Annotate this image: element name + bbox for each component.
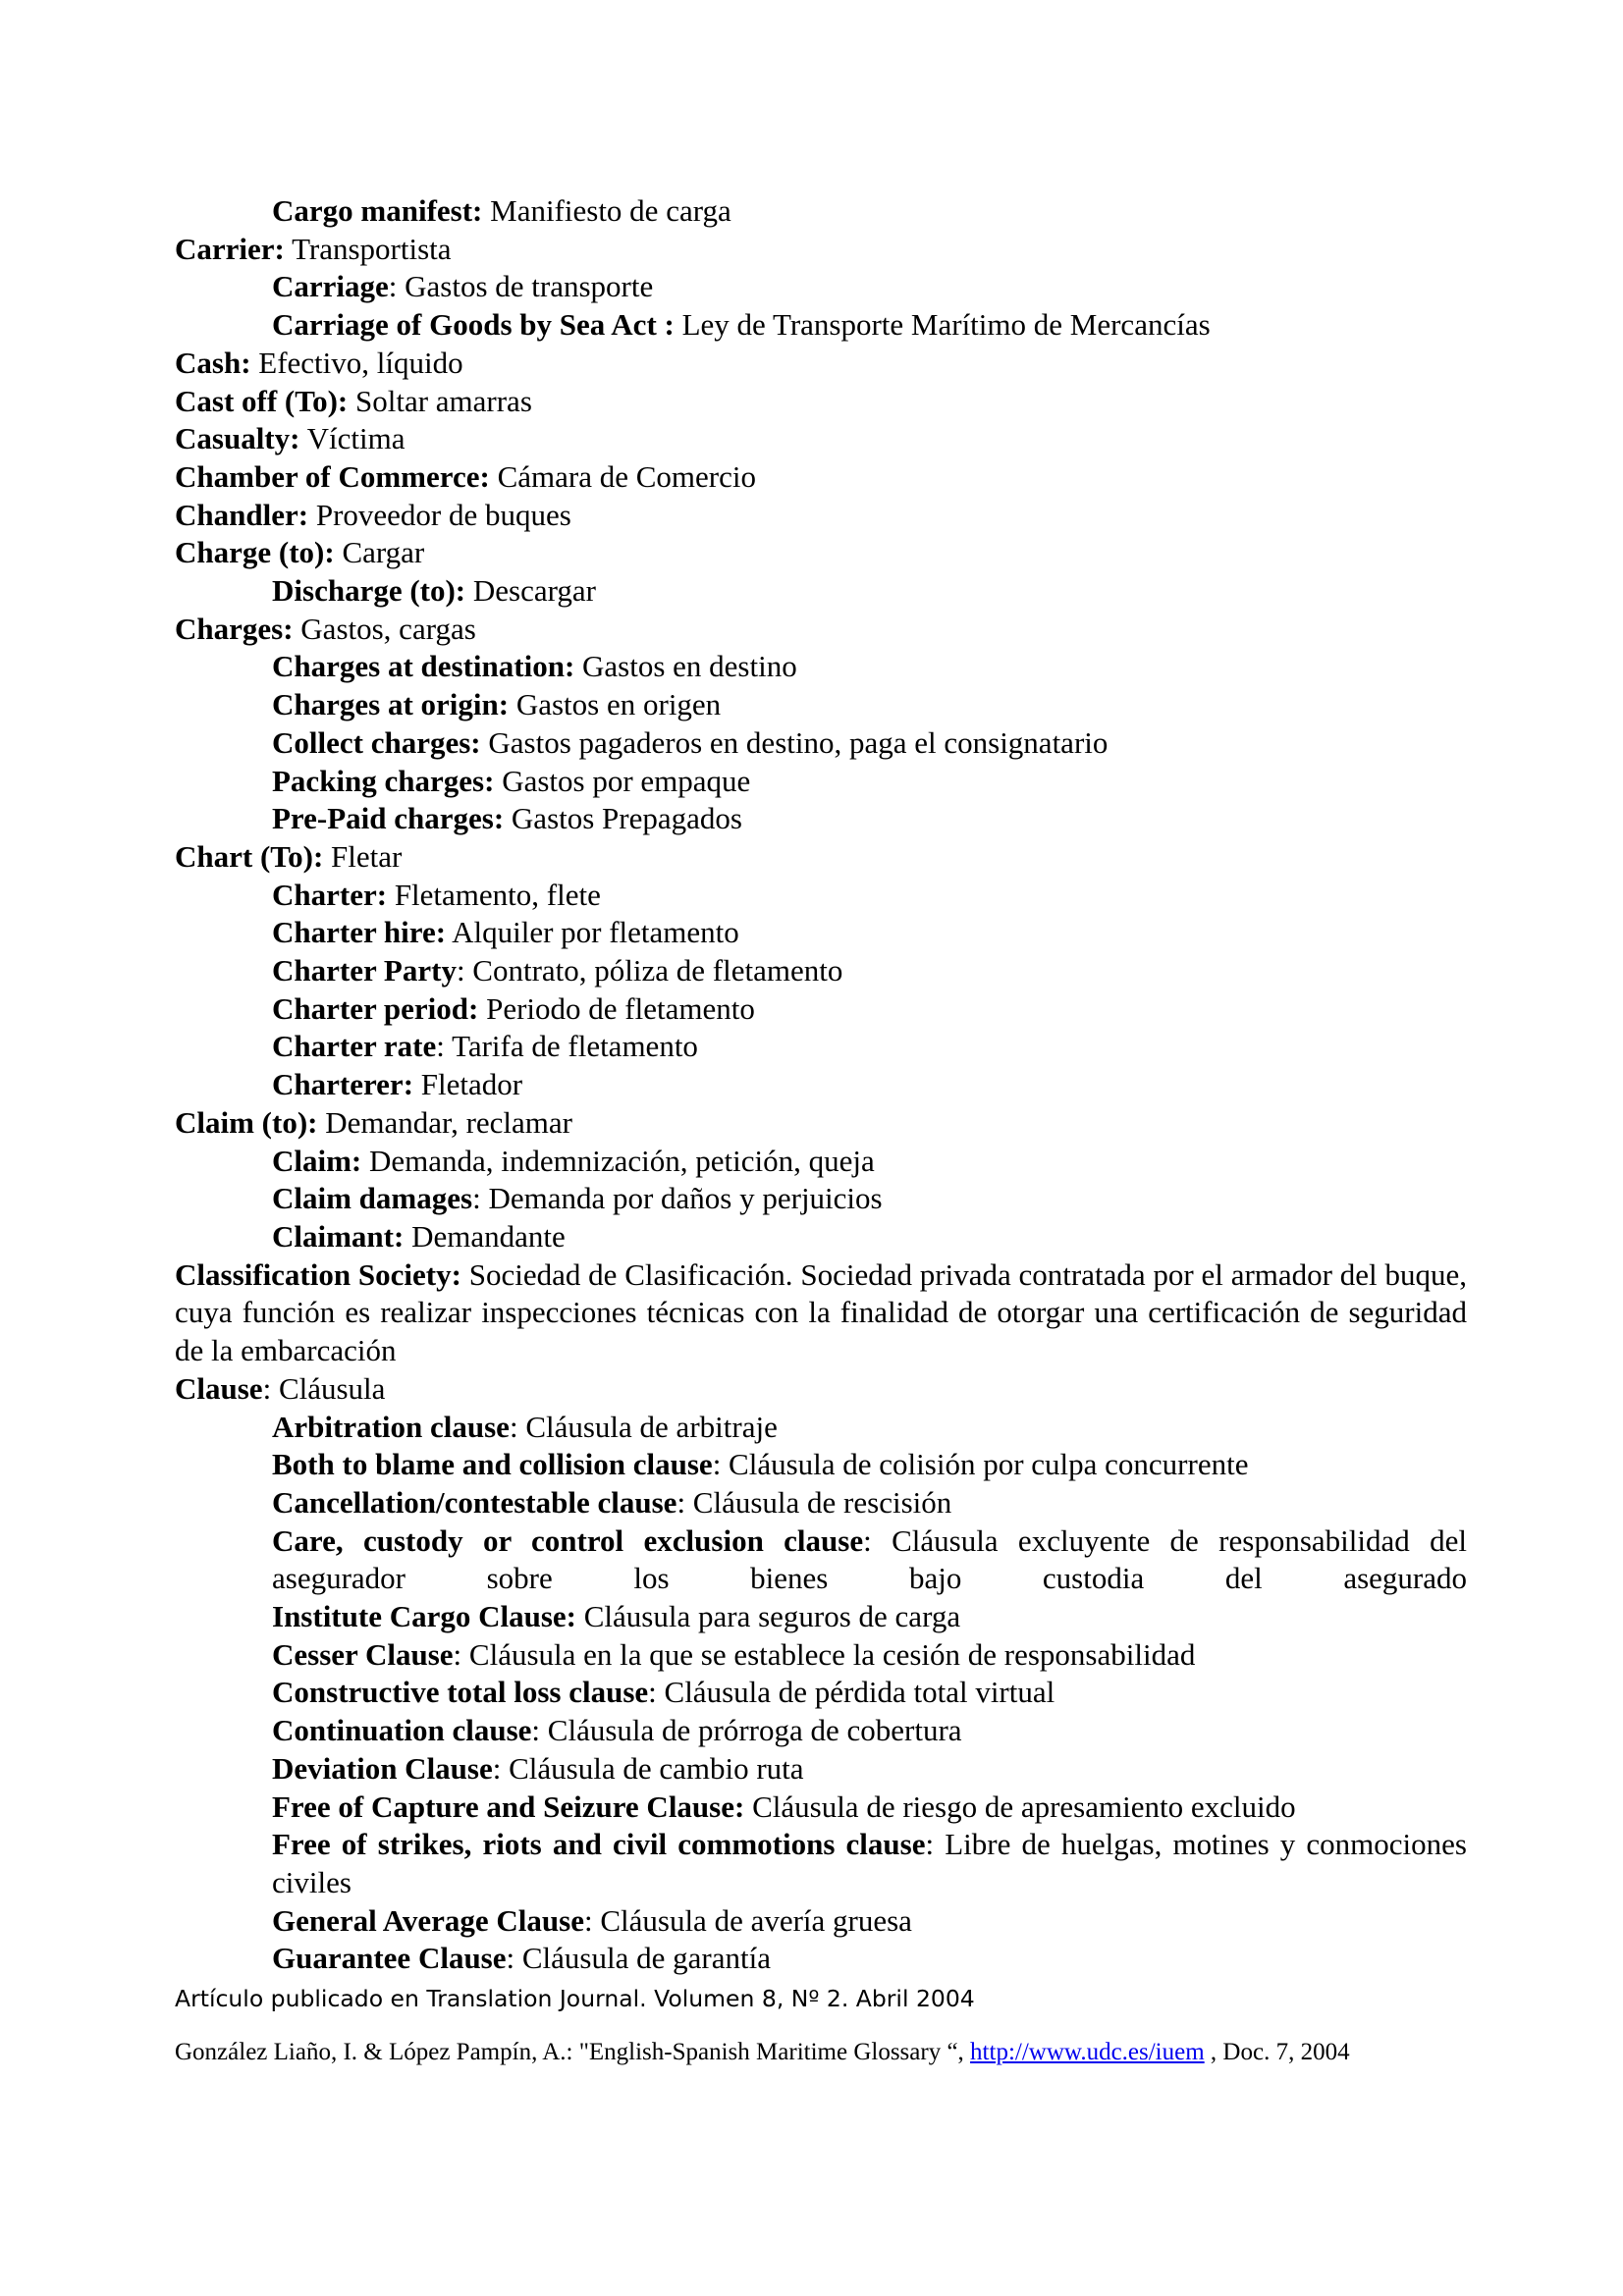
entry-definition: Periodo de fletamento [478, 990, 755, 1026]
glossary-subentry [175, 306, 1467, 345]
entry-term: Free of strikes, riots and civil commotions clause [272, 1827, 926, 1862]
entry-term: Clause [175, 1370, 263, 1406]
glossary-subentry [175, 1636, 1467, 1675]
entry-term: Care, custody or control exclusion clause [272, 1522, 864, 1558]
glossary-entry [175, 497, 1467, 535]
glossary-subentry [175, 1902, 1467, 1941]
entry-term: Charter period: [272, 990, 479, 1026]
citation-text: González Liaño, I. & López Pampín, A.: "English-Spanish Maritime Glossary “, [175, 2039, 971, 2065]
glossary-subentry [175, 1446, 1467, 1484]
entry-definition: Alquiler por fletamento [446, 915, 739, 950]
glossary-subentry [175, 1143, 1467, 1181]
entry-definition: : Tarifa de fletamento [436, 1029, 698, 1064]
glossary-entry [175, 1256, 1467, 1370]
glossary-subentry [175, 1712, 1467, 1750]
entry-definition: : Cláusula de rescisión [676, 1484, 952, 1520]
entry-definition: Gastos en destino [574, 649, 797, 684]
entry-term: Charter Party [272, 953, 457, 988]
entry-definition: Demandante [404, 1218, 566, 1254]
entry-definition: Efectivo, líquido [250, 345, 463, 380]
glossary-subentry [175, 192, 1467, 231]
entry-term: Claim (to): [175, 1104, 318, 1140]
glossary-subentry [175, 724, 1467, 763]
glossary-entry [175, 534, 1467, 572]
entry-definition: : Cláusula de prórroga de cobertura [531, 1713, 962, 1748]
glossary-entry [175, 231, 1467, 269]
glossary-entry [175, 1370, 1467, 1409]
entry-term: Charges at origin: [272, 687, 510, 722]
glossary-subentry [175, 1940, 1467, 1978]
entry-term: Charter hire: [272, 915, 447, 950]
entry-term: Guarantee Clause [272, 1941, 507, 1976]
entry-term: Constructive total loss clause [272, 1675, 649, 1710]
glossary-subentry [175, 1180, 1467, 1218]
entry-definition: Gastos por empaque [494, 763, 751, 798]
entry-term: Casualty: [175, 421, 300, 456]
entry-definition: Gastos en origen [509, 687, 722, 722]
citation [175, 2038, 1467, 2067]
entry-definition: : Cláusula de garantía [506, 1941, 771, 1976]
entry-definition: Cargar [334, 535, 425, 570]
entry-term: Carriage of Goods by Sea Act : [272, 307, 675, 343]
entry-term: Charter rate [272, 1029, 437, 1064]
entry-term: Cancellation/contestable clause [272, 1484, 677, 1520]
citation-suffix: , Doc. 7, 2004 [1204, 2039, 1350, 2065]
entry-term: General Average Clause [272, 1902, 584, 1938]
entry-definition: Fletador [413, 1067, 523, 1102]
glossary-subentry [175, 1598, 1467, 1636]
glossary-subentry [175, 648, 1467, 686]
glossary-subentry [175, 800, 1467, 838]
entry-term: Claim: [272, 1143, 362, 1178]
entry-term: Charges: [175, 611, 294, 646]
entry-definition: Soltar amarras [348, 383, 532, 418]
entry-definition: Transportista [284, 231, 452, 266]
glossary-list [175, 192, 1467, 1978]
entry-term: Cargo manifest: [272, 193, 483, 228]
glossary-entry [175, 458, 1467, 497]
entry-definition: : Libre de huelgas, motines y conmociones civiles [272, 1827, 1467, 1899]
glossary-subentry [175, 1750, 1467, 1789]
glossary-subentry [175, 763, 1467, 801]
entry-definition: : Cláusula de pérdida total virtual [648, 1675, 1055, 1710]
entry-term: Both to blame and collision clause [272, 1447, 713, 1482]
entry-term: Chart (To): [175, 838, 324, 874]
glossary-subentry [175, 1789, 1467, 1827]
glossary-entry [175, 383, 1467, 421]
entry-term: Cesser Clause [272, 1636, 454, 1672]
entry-definition: : Cláusula excluyente de responsabilidad del asegurador sobre los bienes bajo custodia del asegurado [272, 1522, 1467, 1596]
glossary-subentry [175, 1522, 1467, 1598]
entry-definition: : Cláusula [262, 1370, 386, 1406]
entry-definition: Demanda, indemnización, petición, queja [361, 1143, 875, 1178]
entry-definition: Descargar [465, 573, 596, 609]
entry-definition: Gastos, cargas [293, 611, 476, 646]
entry-term: Charges at destination: [272, 649, 575, 684]
entry-definition: Cláusula para seguros de carga [576, 1599, 961, 1634]
entry-definition: : Contrato, póliza de fletamento [456, 953, 843, 988]
entry-term: Claimant: [272, 1218, 405, 1254]
glossary-subentry [175, 952, 1467, 990]
entry-definition: Fletar [323, 838, 403, 874]
citation-link[interactable]: http://www.udc.es/iuem [970, 2039, 1205, 2065]
entry-term: Cash: [175, 345, 251, 380]
glossary-subentry [175, 1066, 1467, 1104]
entry-term: Free of Capture and Seizure Clause: [272, 1789, 745, 1824]
glossary-subentry [175, 1674, 1467, 1712]
glossary-subentry [175, 268, 1467, 306]
entry-term: Pre-Paid charges: [272, 801, 505, 836]
entry-definition: Ley de Transporte Marítimo de Mercancías [674, 307, 1211, 343]
entry-definition: : Cláusula de colisión por culpa concurrente [712, 1447, 1249, 1482]
entry-definition: Manifiesto de carga [482, 193, 731, 228]
glossary-subentry [175, 1218, 1467, 1256]
glossary-subentry [175, 990, 1467, 1029]
entry-definition: : Cláusula de avería gruesa [583, 1902, 912, 1938]
entry-definition: Fletamento, flete [387, 877, 601, 912]
entry-term: Packing charges: [272, 763, 495, 798]
glossary-subentry [175, 572, 1467, 611]
entry-term: Carrier: [175, 231, 285, 266]
entry-term: Cast off (To): [175, 383, 349, 418]
entry-term: Chamber of Commerce: [175, 458, 490, 494]
entry-term: Arbitration clause [272, 1409, 510, 1444]
glossary-subentry [175, 686, 1467, 724]
entry-definition: Cláusula de riesgo de apresamiento excluido [744, 1789, 1296, 1824]
entry-term: Continuation clause [272, 1713, 532, 1748]
entry-term: Claim damages [272, 1181, 473, 1216]
glossary-subentry [175, 877, 1467, 915]
glossary-subentry [175, 1409, 1467, 1447]
entry-definition: : Demanda por daños y perjuicios [472, 1181, 883, 1216]
entry-definition: Sociedad de Clasificación. Sociedad privada contratada por el armador del buque, cuya función es realizar inspecciones técnicas con la finalidad de otorgar una certificación de seguridad de la embarcación [175, 1256, 1467, 1368]
entry-definition: Víctima [299, 421, 406, 456]
entry-term: Carriage [272, 269, 389, 304]
glossary-subentry [175, 914, 1467, 952]
entry-definition: Gastos pagaderos en destino, paga el consignatario [480, 724, 1109, 760]
entry-term: Discharge (to): [272, 573, 466, 609]
glossary-entry [175, 1104, 1467, 1143]
glossary-subentry [175, 1826, 1467, 1901]
entry-definition: Proveedor de buques [308, 497, 571, 532]
entry-term: Charge (to): [175, 535, 335, 570]
entry-definition: Cámara de Comercio [489, 458, 756, 494]
glossary-entry [175, 345, 1467, 383]
entry-definition: : Cláusula en la que se establece la cesión de responsabilidad [453, 1636, 1196, 1672]
entry-term: Institute Cargo Clause: [272, 1599, 576, 1634]
glossary-entry [175, 611, 1467, 649]
entry-definition: Gastos Prepagados [504, 801, 742, 836]
glossary-subentry [175, 1484, 1467, 1522]
glossary-entry [175, 420, 1467, 458]
publication-note: Artículo publicado en Translation Journal. Volumen 8, Nº 2. Abril 2004 [175, 1985, 975, 2012]
entry-term: Charter: [272, 877, 388, 912]
glossary-entry [175, 838, 1467, 877]
entry-definition: : Cláusula de arbitraje [509, 1409, 778, 1444]
entry-definition: : Gastos de transporte [388, 269, 654, 304]
entry-term: Collect charges: [272, 724, 481, 760]
entry-term: Charterer: [272, 1067, 414, 1102]
entry-definition: : Cláusula de cambio ruta [492, 1750, 804, 1786]
entry-definition: Demandar, reclamar [317, 1104, 573, 1140]
entry-term: Deviation Clause [272, 1750, 493, 1786]
glossary-subentry [175, 1028, 1467, 1066]
entry-term: Chandler: [175, 497, 309, 532]
entry-term: Classification Society: [175, 1256, 461, 1292]
